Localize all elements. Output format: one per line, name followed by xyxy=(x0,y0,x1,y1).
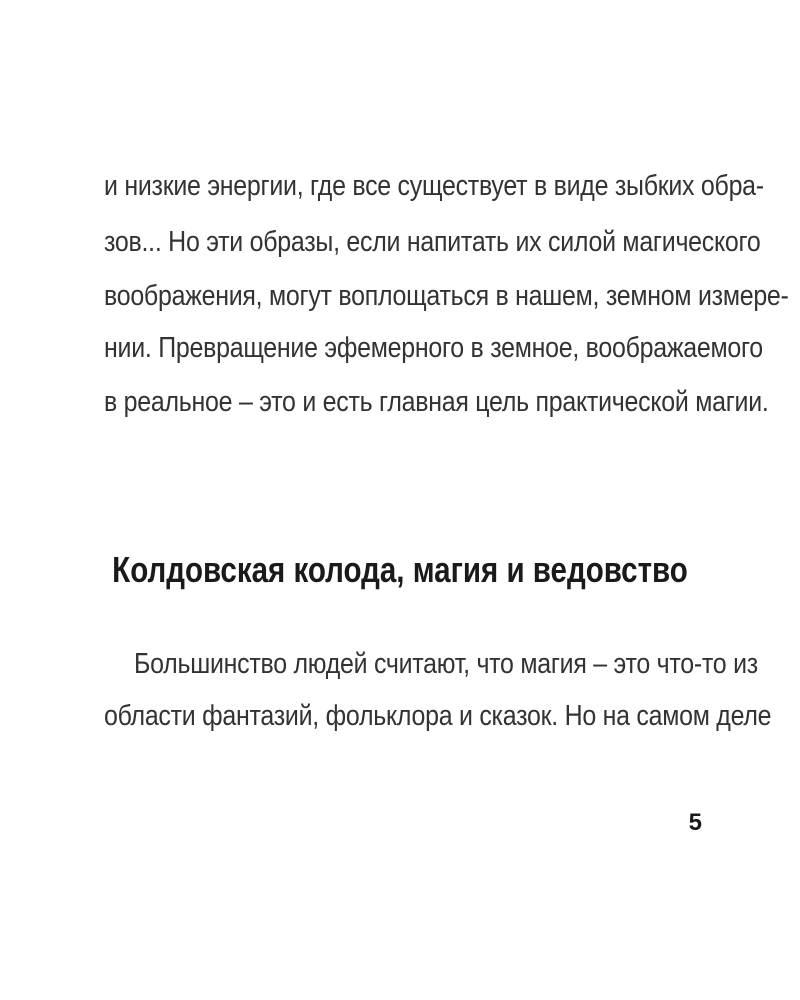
page-number: 5 xyxy=(688,809,702,836)
paragraph-line: в реальное – это и есть главная цель практической магии. xyxy=(104,386,769,418)
paragraph-line: области фантазий, фольклора и сказок. Но на самом деле xyxy=(104,700,772,732)
paragraph-line: нии. Превращение эфемерного в земное, воображаемого xyxy=(104,332,763,364)
section-heading-text: Колдовская колода, магия и ведовство xyxy=(112,549,688,590)
paragraph-line: и низкие энергии, где все существует в виде зыбких обра- xyxy=(104,170,764,202)
paragraph-line: воображения, могут воплощаться в нашем, земном измере- xyxy=(104,280,789,312)
paragraph-line: зов... Но эти образы, если напитать их силой магического xyxy=(104,226,761,258)
section-heading xyxy=(0,540,800,600)
paragraph-line: Большинство людей считают, что магия – это что-то из xyxy=(134,648,758,680)
